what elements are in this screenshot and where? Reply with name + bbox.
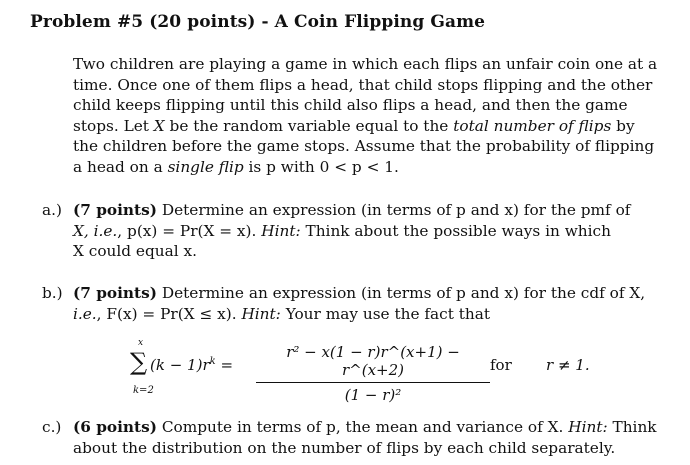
part-a-text-1: Determine an expression (in terms of p and x) for the pmf of [156, 201, 631, 219]
sum-upper-limit: x [138, 338, 144, 348]
intro-var-x: X [153, 116, 165, 135]
part-c-points: (6 points) [73, 418, 157, 436]
part-a-ie: i.e. [93, 221, 118, 240]
sigma-symbol: ∑ [130, 348, 148, 376]
part-b-points: (7 points) [73, 284, 157, 302]
formula-lhs-base: (k − 1)r [150, 356, 210, 374]
intro-emph-total-flips: total number of flips [453, 116, 612, 135]
part-b-cdf-def: , F(x) = Pr(X ≤ x). [96, 304, 242, 323]
formula-lhs [150, 356, 233, 374]
sum-lower-limit: k=2 [133, 385, 154, 396]
part-a-text-2d: Think about the possible ways in which [300, 221, 611, 240]
formula-denominator: (1 − r)² [344, 386, 402, 404]
intro-line-4c: be the random variable equal to the [164, 116, 454, 135]
part-a [42, 200, 662, 262]
part-a-text-3: X could equal x. [73, 242, 197, 261]
part-c-text-1: Compute in terms of p, the mean and variance of X. [156, 418, 569, 436]
part-c-text-1b: Think [607, 418, 657, 436]
intro-line-5: the children before the game stops. Assume that the probability of flipping [73, 137, 655, 156]
formula-lhs-exp: k [209, 356, 216, 367]
part-a-label: a.) [42, 201, 62, 219]
intro-line-1: Two children are playing a game in which each flips an unfair coin one at a [73, 55, 658, 73]
part-c [42, 417, 662, 458]
intro-line-4e: by [611, 116, 635, 135]
part-b-hint-label: Hint: [241, 304, 281, 323]
intro-line-4a: stops. Let [73, 116, 154, 135]
part-c-text-2: about the distribution on the number of flips by each child separately. [73, 438, 616, 457]
part-a-text-2a: X, [73, 221, 94, 240]
part-a-hint-label: Hint: [261, 221, 301, 240]
problem-title: Problem #5 (20 points) - A Coin Flipping Game [30, 12, 486, 32]
intro-line-6a: a head on a [73, 157, 168, 176]
formula-for-word: for [490, 356, 512, 374]
part-b-text-1: Determine an expression (in terms of p and x) for the cdf of X, [156, 284, 646, 302]
part-b-text-2c: Your may use the fact that [280, 304, 490, 323]
problem-intro [73, 54, 663, 178]
formula-condition: r ≠ 1. [546, 356, 590, 374]
intro-line-6c: is p with 0 < p < 1. [243, 157, 399, 176]
part-c-hint-label: Hint: [568, 418, 608, 436]
formula-numerator: r² − x(1 − r)r^(x+1) − r^(x+2) [256, 343, 490, 383]
part-b-label: b.) [42, 284, 63, 302]
intro-line-2: time. Once one of them flips a head, that child stops flipping and the other [73, 75, 653, 94]
sum-formula [130, 338, 660, 404]
part-b [42, 283, 662, 324]
formula-fraction [256, 343, 490, 404]
intro-emph-single-flip: single flip [167, 157, 244, 176]
part-b-ie: i.e. [73, 304, 97, 323]
part-a-points: (7 points) [73, 201, 157, 219]
formula-equals: = [220, 356, 234, 374]
intro-line-3: child keeps flipping until this child also flips a head, and then the game [73, 96, 628, 115]
part-a-pmf-def: , p(x) = Pr(X = x). [117, 221, 262, 240]
part-c-label: c.) [42, 418, 62, 436]
